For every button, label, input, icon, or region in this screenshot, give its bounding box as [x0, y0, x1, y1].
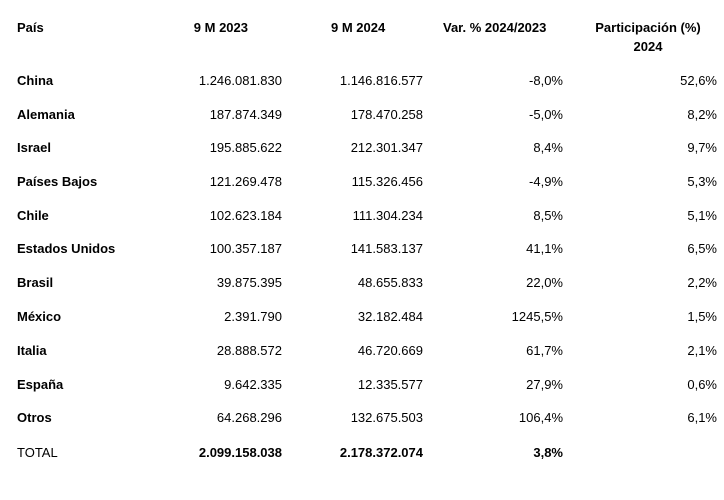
share-cell: 1,5%	[687, 309, 717, 324]
country-cell: Otros	[17, 410, 52, 425]
value-2024-cell: 48.655.833	[357, 275, 423, 290]
value-2023-cell: 121.269.478	[209, 174, 282, 189]
table-row	[0, 273, 724, 293]
share-cell: 6,5%	[687, 241, 717, 256]
total-2023-cell: 2.099.158.038	[198, 445, 282, 460]
variation-cell: 1245,5%	[511, 309, 563, 324]
share-cell: 6,1%	[687, 410, 717, 425]
value-2023-cell: 187.874.349	[209, 107, 282, 122]
value-2023-cell: 102.623.184	[209, 208, 282, 223]
share-cell: 0,6%	[687, 377, 717, 392]
table-row	[0, 375, 724, 395]
table-row	[0, 408, 724, 428]
variation-cell: -8,0%	[529, 73, 563, 88]
value-2023-cell: 9.642.335	[224, 377, 282, 392]
table-row	[0, 138, 724, 158]
share-cell: 5,1%	[687, 208, 717, 223]
value-2023-cell: 39.875.395	[216, 275, 282, 290]
value-2023-cell: 195.885.622	[209, 140, 282, 155]
country-cell: China	[17, 73, 54, 88]
value-2024-cell: 32.182.484	[357, 309, 423, 324]
total-row	[0, 443, 724, 463]
country-cell: España	[17, 377, 64, 392]
total-variation-cell: 3,8%	[533, 445, 563, 460]
country-cell: Alemania	[17, 107, 75, 122]
table-row	[0, 105, 724, 125]
country-cell: Chile	[17, 208, 49, 223]
variation-cell: 41,1%	[526, 241, 563, 256]
variation-cell: 8,5%	[533, 208, 563, 223]
value-2024-cell: 12.335.577	[357, 377, 423, 392]
country-cell: México	[17, 309, 62, 324]
value-2023-cell: 2.391.790	[224, 309, 282, 324]
share-cell: 9,7%	[687, 140, 717, 155]
variation-cell: -5,0%	[529, 107, 563, 122]
table-row	[0, 71, 724, 91]
share-cell: 2,1%	[687, 343, 717, 358]
variation-cell: 27,9%	[526, 377, 563, 392]
country-cell: Italia	[17, 343, 47, 358]
value-2024-cell: 141.583.137	[350, 241, 423, 256]
table-row	[0, 307, 724, 327]
value-2023-cell: 64.268.296	[216, 410, 282, 425]
value-2024-cell: 132.675.503	[350, 410, 423, 425]
header-variation: Var. % 2024/2023	[443, 20, 547, 35]
share-cell: 52,6%	[680, 73, 717, 88]
header-share	[583, 18, 713, 56]
value-2024-cell: 1.146.816.577	[339, 73, 423, 88]
value-2024-cell: 178.470.258	[350, 107, 423, 122]
share-cell: 8,2%	[687, 107, 717, 122]
value-2023-cell: 1.246.081.830	[198, 73, 282, 88]
table-row	[0, 172, 724, 192]
share-cell: 2,2%	[687, 275, 717, 290]
country-cell: Estados Unidos	[17, 241, 116, 256]
header-share-line1: Participación (%)	[595, 20, 701, 35]
value-2024-cell: 111.304.234	[352, 208, 423, 223]
country-cell: Israel	[17, 140, 51, 155]
variation-cell: -4,9%	[529, 174, 563, 189]
total-label: TOTAL	[17, 445, 58, 460]
variation-cell: 8,4%	[533, 140, 563, 155]
value-2023-cell: 100.357.187	[209, 241, 282, 256]
total-2024-cell: 2.178.372.074	[339, 445, 423, 460]
value-2024-cell: 46.720.669	[357, 343, 423, 358]
variation-cell: 61,7%	[526, 343, 563, 358]
table-row	[0, 341, 724, 361]
variation-cell: 106,4%	[518, 410, 563, 425]
value-2024-cell: 115.326.456	[351, 174, 423, 189]
value-2023-cell: 28.888.572	[216, 343, 282, 358]
variation-cell: 22,0%	[526, 275, 563, 290]
table-row	[0, 239, 724, 259]
header-9m-2024: 9 M 2024	[331, 20, 386, 35]
header-share-line2: 2024	[633, 39, 663, 54]
country-cell: Países Bajos	[17, 174, 98, 189]
country-cell: Brasil	[17, 275, 54, 290]
header-country: País	[17, 20, 44, 35]
table-row	[0, 206, 724, 226]
header-9m-2023: 9 M 2023	[193, 20, 248, 35]
share-cell: 5,3%	[687, 174, 717, 189]
value-2024-cell: 212.301.347	[350, 140, 423, 155]
